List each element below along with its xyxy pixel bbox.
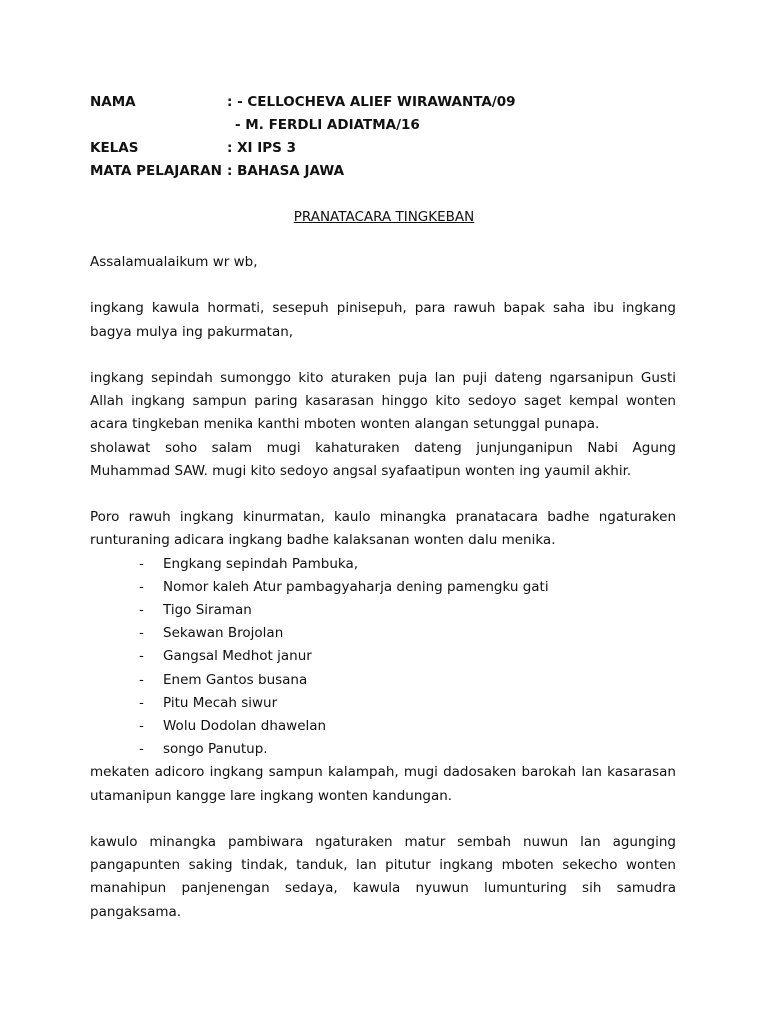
paragraph-4: Poro rawuh ingkang kinurmatan, kaulo minangka pranatacara badhe ngaturaken runturaning adicara ingkang badhe kalaksanan wonten dalu menika.: [90, 509, 676, 549]
mapel-value: : BAHASA JAWA: [227, 163, 345, 179]
list-item: - Enem Gantos busana: [139, 671, 308, 688]
document-title: PRANATACARA TINGKEBAN: [293, 209, 475, 225]
paragraph-1: ingkang kawula hormati, sesepuh pinisepuh, para rawuh bapak saha ibu ingkang bagya mulya ing pakurmatan,: [90, 300, 676, 340]
header-row-nama: [90, 94, 516, 110]
header-row-nama-2: [235, 117, 420, 133]
paragraph-6: kawulo minangka pambiwara ngaturaken matur sembah nuwun lan agunging pangapunten saking tindak, tanduk, lan pitutur ingkang mboten sekecho wonten manahipun panjenengan sedaya, kawula nyuwun lumunturing sih samudra pangaksama.: [90, 834, 676, 920]
agenda-list: [90, 553, 676, 762]
list-item: - Pitu Mecah siwur: [139, 694, 278, 711]
nama-value-2: - M. FERDLI ADIATMA/16: [235, 117, 420, 133]
paragraph-5: mekaten adicoro ingkang sampun kalampah, mugi dadosaken barokah lan kasarasan utamanipun kangge lare ingkang wonten kandungan.: [90, 764, 676, 804]
list-item: - Gangsal Medhot janur: [139, 648, 312, 665]
list-item: - Nomor kaleh Atur pambagyaharja dening pamengku gati: [139, 578, 549, 595]
list-item: - Wolu Dodolan dhawelan: [139, 718, 327, 735]
header-row-mapel: [90, 163, 344, 179]
kelas-value: : XI IPS 3: [227, 140, 296, 156]
kelas-label: KELAS: [90, 140, 139, 156]
paragraph-2: ingkang sepindah sumonggo kito aturaken puja lan puji dateng ngarsanipun Gusti Allah ingkang sampun paring kasarasan hinggo kito sedoyo saget kempal wonten acara tingkeban menika kanthi mboten wonten alangan setunggal punapa.: [90, 369, 676, 433]
list-item: - Tigo Siraman: [139, 602, 252, 618]
header-row-kelas: [90, 140, 296, 156]
paragraph-3: sholawat soho salam mugi kahaturaken dateng junjunganipun Nabi Agung Muhammad SAW. mugi kito sedoyo angsal syafaatipun wonten ing yaumil akhir.: [90, 439, 676, 479]
document-body: [90, 251, 676, 924]
nama-label: NAMA: [90, 94, 136, 110]
list-item: - Engkang sepindah Pambuka,: [139, 555, 359, 572]
greeting: Assalamualaikum wr wb,: [90, 254, 258, 270]
list-item: - songo Panutup.: [139, 741, 268, 758]
mapel-label: MATA PELAJARAN: [90, 163, 222, 179]
list-item: - Sekawan Brojolan: [139, 625, 284, 642]
nama-value-1: : - CELLOCHEVA ALIEF WIRAWANTA/09: [227, 94, 516, 110]
